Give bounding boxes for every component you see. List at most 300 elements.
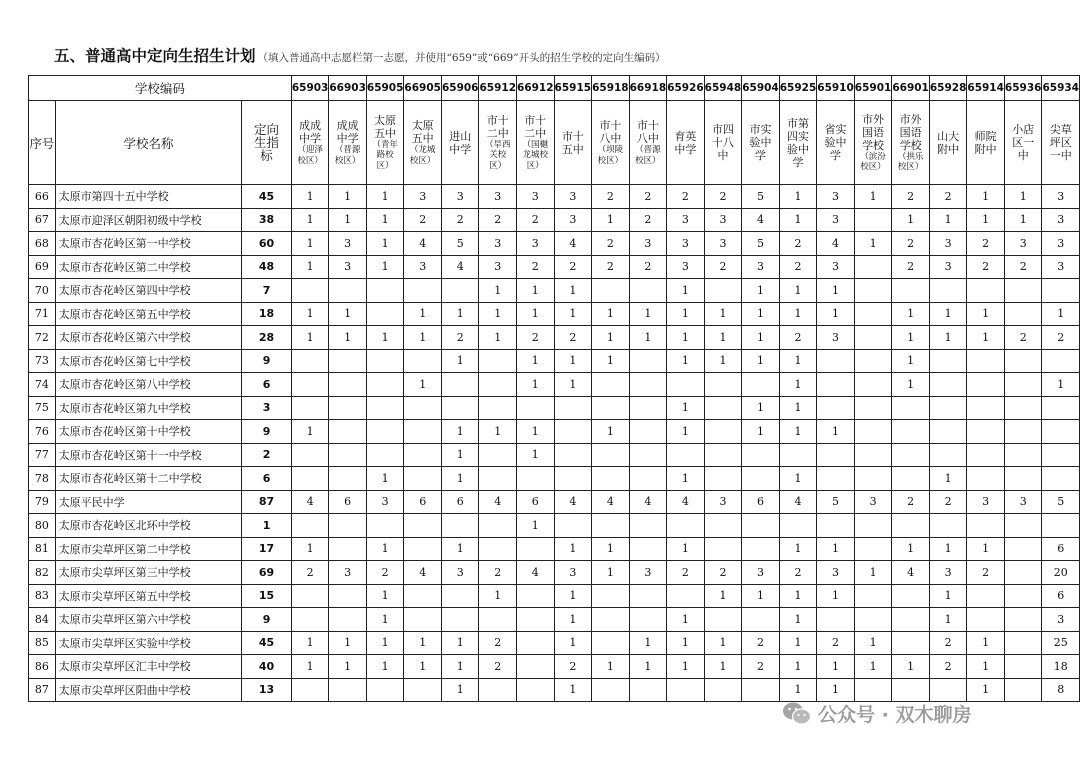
- allocation-cell: [704, 396, 742, 420]
- row-quota: 1: [242, 514, 292, 538]
- allocation-cell: [592, 279, 630, 303]
- allocation-cell: [404, 443, 442, 467]
- target-school-campus: （迎泽校区）: [297, 145, 323, 166]
- target-school-campus: （旱西关校区）: [484, 139, 511, 171]
- target-school-label: 山大附中: [937, 129, 960, 156]
- allocation-cell: 3: [667, 232, 705, 256]
- target-school-label: 成成中学: [299, 119, 322, 145]
- allocation-cell: [742, 608, 780, 632]
- allocation-cell: 2: [892, 255, 930, 279]
- allocation-cell: 4: [441, 255, 479, 279]
- allocation-cell: [779, 514, 817, 538]
- allocation-cell: 1: [967, 631, 1005, 655]
- allocation-cell: 1: [517, 349, 555, 373]
- allocation-cell: 2: [592, 232, 630, 256]
- allocation-cell: [441, 279, 479, 303]
- allocation-cell: [592, 631, 630, 655]
- allocation-cell: 1: [592, 349, 630, 373]
- row-school-name: 太原平民中学: [55, 490, 242, 514]
- allocation-cell: 2: [667, 561, 705, 585]
- allocation-cell: 1: [667, 396, 705, 420]
- allocation-cell: 1: [929, 608, 967, 632]
- allocation-cell: 1: [592, 208, 630, 232]
- row-quota: 69: [242, 561, 292, 585]
- allocation-cell: 1: [854, 655, 892, 679]
- allocation-cell: 1: [779, 302, 817, 326]
- allocation-cell: 1: [554, 537, 592, 561]
- allocation-cell: 1: [329, 185, 367, 209]
- allocation-cell: [329, 467, 367, 491]
- allocation-cell: 1: [329, 326, 367, 350]
- allocation-cell: 1: [779, 185, 817, 209]
- allocation-cell: 1: [592, 561, 630, 585]
- allocation-cell: [517, 467, 555, 491]
- target-school-name: [892, 101, 930, 185]
- allocation-cell: 8: [1042, 678, 1080, 702]
- allocation-cell: 1: [1004, 208, 1042, 232]
- school-code-cell: 65915: [554, 76, 592, 101]
- allocation-cell: [742, 514, 780, 538]
- allocation-cell: [892, 584, 930, 608]
- enrollment-plan-table: [28, 75, 1080, 702]
- row-quota: 60: [242, 232, 292, 256]
- allocation-cell: 4: [554, 232, 592, 256]
- target-school-campus: （滨汾校区）: [860, 151, 886, 172]
- target-school-label: 育英中学: [674, 129, 697, 156]
- allocation-cell: [592, 373, 630, 397]
- allocation-cell: 1: [517, 443, 555, 467]
- target-school-campus: （晋源校区）: [635, 145, 661, 166]
- allocation-cell: 1: [779, 279, 817, 303]
- allocation-cell: 2: [742, 631, 780, 655]
- allocation-cell: [742, 443, 780, 467]
- allocation-cell: 1: [817, 420, 855, 444]
- allocation-cell: [854, 584, 892, 608]
- allocation-cell: 1: [592, 326, 630, 350]
- allocation-cell: [629, 396, 667, 420]
- allocation-cell: 1: [517, 302, 555, 326]
- allocation-cell: 1: [854, 631, 892, 655]
- allocation-cell: 2: [1004, 255, 1042, 279]
- allocation-cell: [817, 467, 855, 491]
- allocation-cell: 20: [1042, 561, 1080, 585]
- allocation-cell: [1004, 420, 1042, 444]
- school-code-cell: 65914: [967, 76, 1005, 101]
- allocation-cell: [629, 537, 667, 561]
- watermark: [782, 700, 971, 727]
- allocation-cell: [854, 373, 892, 397]
- allocation-cell: 3: [404, 255, 442, 279]
- allocation-cell: 4: [667, 490, 705, 514]
- allocation-cell: 1: [779, 373, 817, 397]
- target-school-name: [441, 101, 479, 185]
- allocation-cell: [1004, 678, 1042, 702]
- allocation-cell: 1: [554, 349, 592, 373]
- target-school-label: 市外国语学校: [899, 112, 922, 152]
- allocation-cell: 3: [329, 255, 367, 279]
- allocation-cell: [592, 584, 630, 608]
- allocation-cell: 2: [1042, 326, 1080, 350]
- allocation-cell: 2: [929, 631, 967, 655]
- allocation-cell: [1004, 302, 1042, 326]
- allocation-cell: 6: [1042, 584, 1080, 608]
- allocation-cell: 1: [779, 631, 817, 655]
- allocation-cell: 1: [441, 420, 479, 444]
- allocation-cell: 2: [967, 255, 1005, 279]
- allocation-cell: 2: [1004, 326, 1042, 350]
- allocation-cell: [479, 608, 517, 632]
- row-quota: 38: [242, 208, 292, 232]
- allocation-cell: [592, 678, 630, 702]
- allocation-cell: 3: [479, 185, 517, 209]
- allocation-cell: [854, 608, 892, 632]
- allocation-cell: 4: [479, 490, 517, 514]
- row-quota: 7: [242, 279, 292, 303]
- allocation-cell: 3: [929, 561, 967, 585]
- allocation-cell: 1: [291, 326, 329, 350]
- allocation-cell: 1: [329, 655, 367, 679]
- allocation-cell: 1: [592, 420, 630, 444]
- allocation-cell: [629, 420, 667, 444]
- allocation-cell: 6: [517, 490, 555, 514]
- allocation-cell: [967, 584, 1005, 608]
- allocation-cell: 1: [517, 373, 555, 397]
- allocation-cell: 1: [366, 326, 404, 350]
- row-school-name: 太原市杏花岭区第七中学校: [55, 349, 242, 373]
- allocation-cell: 1: [479, 420, 517, 444]
- row-school-name: 太原市迎泽区朝阳初级中学校: [55, 208, 242, 232]
- target-school-name: [967, 101, 1005, 185]
- allocation-cell: [329, 443, 367, 467]
- allocation-cell: [554, 467, 592, 491]
- target-school-campus: （龙城校区）: [409, 145, 436, 166]
- allocation-cell: [629, 349, 667, 373]
- allocation-cell: [892, 467, 930, 491]
- allocation-cell: [479, 373, 517, 397]
- allocation-cell: [1042, 443, 1080, 467]
- allocation-cell: [817, 349, 855, 373]
- allocation-cell: 6: [329, 490, 367, 514]
- allocation-cell: 3: [817, 561, 855, 585]
- allocation-cell: [479, 678, 517, 702]
- allocation-cell: 1: [291, 420, 329, 444]
- allocation-cell: 2: [929, 490, 967, 514]
- target-school-label: 市四十八中: [711, 123, 734, 162]
- allocation-cell: [704, 373, 742, 397]
- allocation-cell: [329, 678, 367, 702]
- allocation-cell: [366, 420, 404, 444]
- allocation-cell: [1004, 655, 1042, 679]
- allocation-cell: [742, 373, 780, 397]
- allocation-cell: [441, 514, 479, 538]
- allocation-cell: 1: [742, 302, 780, 326]
- allocation-cell: [967, 279, 1005, 303]
- allocation-cell: 1: [291, 232, 329, 256]
- allocation-cell: 1: [554, 678, 592, 702]
- allocation-cell: 2: [892, 232, 930, 256]
- allocation-cell: 1: [441, 443, 479, 467]
- target-school-name: [854, 101, 892, 185]
- target-school-label: 师院附中: [974, 129, 997, 156]
- allocation-cell: [1004, 467, 1042, 491]
- allocation-cell: 2: [479, 208, 517, 232]
- target-school-label: 市十五中: [561, 129, 584, 156]
- row-school-name: 太原市尖草坪区第五中学校: [55, 584, 242, 608]
- row-quota: 2: [242, 443, 292, 467]
- allocation-cell: 3: [1004, 232, 1042, 256]
- allocation-cell: [704, 537, 742, 561]
- allocation-cell: [929, 514, 967, 538]
- allocation-cell: [1004, 561, 1042, 585]
- school-code-cell: 65910: [817, 76, 855, 101]
- allocation-cell: 1: [892, 349, 930, 373]
- allocation-cell: 1: [854, 185, 892, 209]
- table-row: [29, 514, 1080, 538]
- allocation-cell: [517, 396, 555, 420]
- allocation-cell: [1004, 537, 1042, 561]
- allocation-cell: 1: [667, 655, 705, 679]
- allocation-cell: 1: [704, 326, 742, 350]
- allocation-cell: [441, 373, 479, 397]
- allocation-cell: [967, 514, 1005, 538]
- allocation-cell: [366, 349, 404, 373]
- allocation-cell: 1: [366, 208, 404, 232]
- allocation-cell: 2: [629, 185, 667, 209]
- allocation-cell: [404, 349, 442, 373]
- row-seq: 80: [29, 514, 56, 538]
- quota-header: 定向生指标: [242, 101, 292, 185]
- allocation-cell: [441, 396, 479, 420]
- row-quota: 15: [242, 584, 292, 608]
- allocation-cell: 1: [854, 232, 892, 256]
- allocation-cell: [329, 537, 367, 561]
- allocation-cell: 1: [704, 631, 742, 655]
- school-code-cell: 65901: [854, 76, 892, 101]
- allocation-cell: [404, 678, 442, 702]
- row-seq: 86: [29, 655, 56, 679]
- allocation-cell: 1: [817, 302, 855, 326]
- school-code-cell: 65934: [1042, 76, 1080, 101]
- allocation-cell: 2: [704, 561, 742, 585]
- school-code-cell: 66903: [329, 76, 367, 101]
- allocation-cell: [1042, 420, 1080, 444]
- allocation-cell: 3: [1042, 232, 1080, 256]
- table-row: [29, 584, 1080, 608]
- allocation-cell: [592, 443, 630, 467]
- allocation-cell: [704, 420, 742, 444]
- target-school-name: [1004, 101, 1042, 185]
- row-quota: 28: [242, 326, 292, 350]
- allocation-cell: [967, 373, 1005, 397]
- allocation-cell: 1: [967, 326, 1005, 350]
- allocation-cell: [329, 514, 367, 538]
- allocation-cell: 2: [779, 232, 817, 256]
- allocation-cell: 1: [779, 537, 817, 561]
- allocation-cell: 3: [742, 255, 780, 279]
- allocation-cell: 1: [366, 537, 404, 561]
- wechat-logo-icon: [782, 701, 812, 727]
- allocation-cell: [1004, 349, 1042, 373]
- allocation-cell: 1: [704, 349, 742, 373]
- allocation-cell: 1: [291, 208, 329, 232]
- allocation-cell: 1: [554, 279, 592, 303]
- allocation-cell: 1: [479, 279, 517, 303]
- allocation-cell: 1: [742, 420, 780, 444]
- target-school-label: 太原五中: [374, 113, 397, 140]
- row-seq: 75: [29, 396, 56, 420]
- allocation-cell: 1: [404, 655, 442, 679]
- allocation-cell: [892, 443, 930, 467]
- allocation-cell: 1: [329, 208, 367, 232]
- allocation-cell: [1004, 279, 1042, 303]
- allocation-cell: 1: [366, 655, 404, 679]
- table-row: [29, 373, 1080, 397]
- allocation-cell: [329, 584, 367, 608]
- school-code-cell: 66901: [892, 76, 930, 101]
- row-seq: 85: [29, 631, 56, 655]
- row-quota: 9: [242, 420, 292, 444]
- allocation-cell: [329, 373, 367, 397]
- allocation-cell: 1: [667, 326, 705, 350]
- allocation-cell: 1: [929, 467, 967, 491]
- allocation-cell: 1: [291, 185, 329, 209]
- allocation-cell: 1: [779, 678, 817, 702]
- allocation-cell: 3: [1042, 208, 1080, 232]
- allocation-cell: 1: [967, 655, 1005, 679]
- allocation-cell: [404, 467, 442, 491]
- allocation-cell: 1: [291, 655, 329, 679]
- allocation-cell: [629, 608, 667, 632]
- allocation-cell: 2: [441, 326, 479, 350]
- allocation-cell: 3: [1042, 255, 1080, 279]
- allocation-cell: [817, 373, 855, 397]
- row-seq: 81: [29, 537, 56, 561]
- allocation-cell: [967, 467, 1005, 491]
- target-school-label: 市外国语学校: [862, 112, 885, 152]
- allocation-cell: [291, 396, 329, 420]
- target-school-campus: （晋源校区）: [334, 145, 361, 166]
- school-code-cell: 65906: [441, 76, 479, 101]
- allocation-cell: 1: [592, 302, 630, 326]
- allocation-cell: 3: [366, 490, 404, 514]
- row-seq: 78: [29, 467, 56, 491]
- row-seq: 71: [29, 302, 56, 326]
- allocation-cell: 1: [742, 584, 780, 608]
- allocation-cell: 1: [404, 326, 442, 350]
- allocation-cell: [667, 443, 705, 467]
- target-school-label: 成成中学: [336, 119, 359, 145]
- target-school-label: 市十二中: [486, 113, 509, 140]
- allocation-cell: [854, 443, 892, 467]
- allocation-cell: 2: [554, 255, 592, 279]
- allocation-cell: 1: [592, 537, 630, 561]
- school-code-cell: 65936: [1004, 76, 1042, 101]
- allocation-cell: 1: [967, 185, 1005, 209]
- school-code-cell: 65904: [742, 76, 780, 101]
- row-seq: 77: [29, 443, 56, 467]
- allocation-cell: 1: [366, 608, 404, 632]
- allocation-cell: 2: [592, 185, 630, 209]
- allocation-cell: 1: [404, 373, 442, 397]
- allocation-cell: 1: [592, 655, 630, 679]
- row-seq: 73: [29, 349, 56, 373]
- target-school-name: [629, 101, 667, 185]
- allocation-cell: 1: [517, 514, 555, 538]
- allocation-cell: 1: [291, 255, 329, 279]
- table-row: [29, 443, 1080, 467]
- allocation-cell: [291, 608, 329, 632]
- table-row: [29, 185, 1080, 209]
- target-school-name: [779, 101, 817, 185]
- school-code-cell: 66912: [517, 76, 555, 101]
- table-row: [29, 561, 1080, 585]
- allocation-cell: [629, 443, 667, 467]
- allocation-cell: [967, 396, 1005, 420]
- allocation-cell: 1: [1042, 373, 1080, 397]
- allocation-cell: 6: [742, 490, 780, 514]
- allocation-cell: 1: [929, 208, 967, 232]
- target-school-label: 省实验中学: [824, 123, 847, 162]
- allocation-cell: [629, 514, 667, 538]
- table-row: [29, 326, 1080, 350]
- table-row: [29, 490, 1080, 514]
- allocation-cell: 1: [667, 349, 705, 373]
- school-code-cell: 65905: [366, 76, 404, 101]
- target-school-campus: （拱乐校区）: [897, 151, 924, 172]
- row-seq: 72: [29, 326, 56, 350]
- target-school-label: 小店区一中: [1012, 123, 1035, 162]
- row-seq: 67: [29, 208, 56, 232]
- target-school-label: 太原五中: [411, 119, 434, 145]
- allocation-cell: [704, 279, 742, 303]
- allocation-cell: [291, 279, 329, 303]
- allocation-cell: [517, 608, 555, 632]
- allocation-cell: 1: [892, 373, 930, 397]
- allocation-cell: [554, 443, 592, 467]
- allocation-cell: 5: [817, 490, 855, 514]
- allocation-cell: [366, 514, 404, 538]
- table-row: [29, 537, 1080, 561]
- allocation-cell: [854, 537, 892, 561]
- target-school-name: [929, 101, 967, 185]
- allocation-cell: 1: [892, 537, 930, 561]
- row-seq: 83: [29, 584, 56, 608]
- allocation-cell: 1: [817, 584, 855, 608]
- allocation-cell: 1: [479, 326, 517, 350]
- allocation-cell: [404, 514, 442, 538]
- allocation-cell: 1: [629, 655, 667, 679]
- allocation-cell: 4: [817, 232, 855, 256]
- allocation-cell: 5: [742, 185, 780, 209]
- allocation-cell: 3: [929, 232, 967, 256]
- allocation-cell: 2: [742, 655, 780, 679]
- allocation-cell: 2: [629, 208, 667, 232]
- allocation-cell: 1: [404, 631, 442, 655]
- allocation-cell: [892, 396, 930, 420]
- table-row: [29, 678, 1080, 702]
- allocation-cell: 2: [517, 326, 555, 350]
- row-seq: 87: [29, 678, 56, 702]
- allocation-cell: [967, 349, 1005, 373]
- allocation-cell: [291, 467, 329, 491]
- allocation-cell: [817, 608, 855, 632]
- row-quota: 17: [242, 537, 292, 561]
- allocation-cell: [479, 443, 517, 467]
- allocation-cell: 6: [404, 490, 442, 514]
- table-row: [29, 255, 1080, 279]
- allocation-cell: 2: [517, 208, 555, 232]
- allocation-cell: [704, 443, 742, 467]
